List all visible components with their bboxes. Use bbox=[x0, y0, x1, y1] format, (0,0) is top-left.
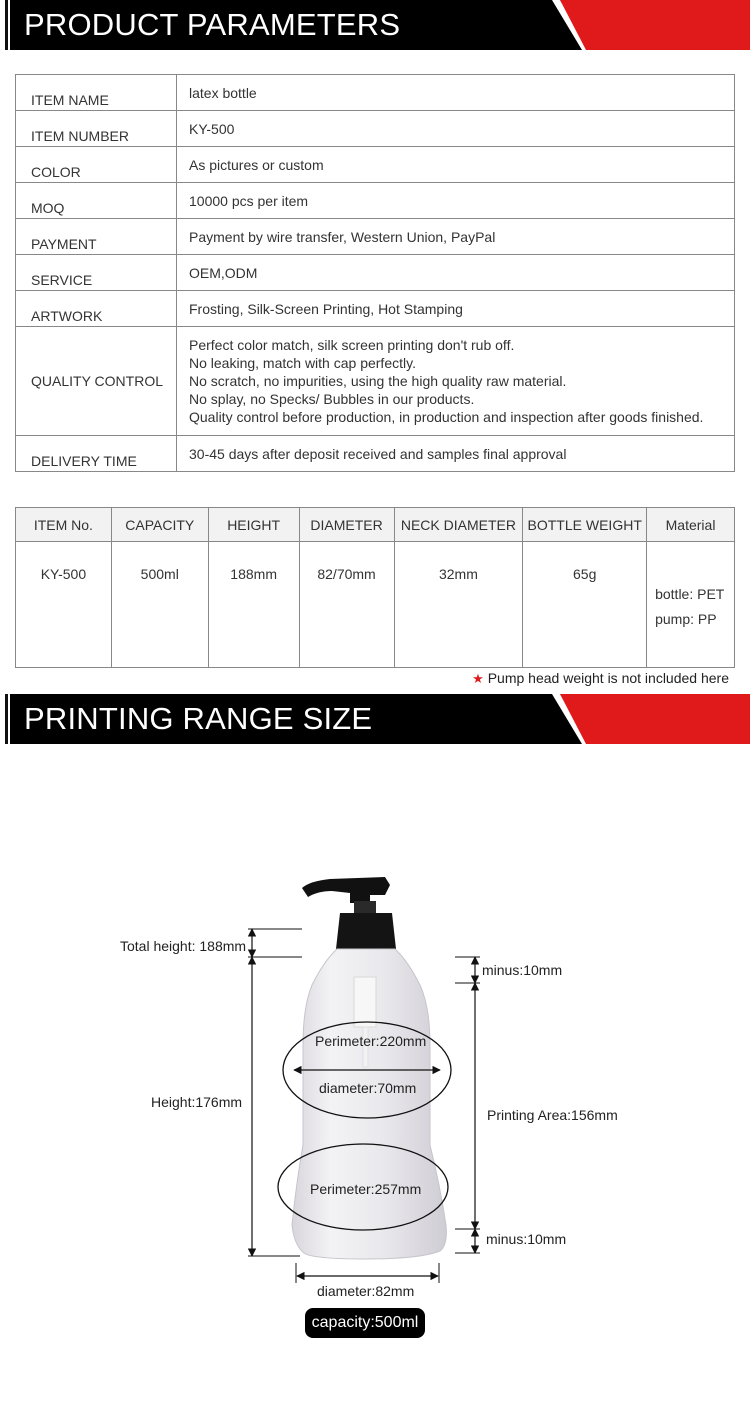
parameter-key: ITEM NAME bbox=[16, 75, 177, 111]
spec-header: ITEM No. bbox=[16, 508, 112, 542]
quality-line: No scratch, no impurities, using the high quality raw material. bbox=[189, 373, 567, 389]
spec-cell: KY-500 bbox=[16, 542, 112, 668]
quality-control-row bbox=[16, 327, 735, 436]
material-line: pump: PP bbox=[655, 611, 717, 627]
spec-cell: 65g bbox=[523, 542, 647, 668]
quality-line: No splay, no Specks/ Bubbles in our products. bbox=[189, 391, 475, 407]
parameter-key: SERVICE bbox=[16, 255, 177, 291]
perimeter-top-label: Perimeter:220mm bbox=[315, 1033, 427, 1049]
parameter-value: 30-45 days after deposit received and samples final approval bbox=[177, 436, 735, 472]
total-height-label: Total height: 188mm bbox=[120, 938, 247, 954]
pump-stem bbox=[354, 901, 376, 915]
height-label: Height:176mm bbox=[151, 1094, 243, 1110]
star-icon: ★ bbox=[472, 671, 484, 686]
parameter-key: COLOR bbox=[16, 147, 177, 183]
spec-header: HEIGHT bbox=[208, 508, 299, 542]
parameter-value: As pictures or custom bbox=[177, 147, 735, 183]
capacity-badge: capacity:500ml bbox=[305, 1308, 425, 1338]
section-title: PRODUCT PARAMETERS bbox=[24, 7, 401, 42]
parameter-value: KY-500 bbox=[177, 111, 735, 147]
parameter-value: Payment by wire transfer, Western Union, PayPal bbox=[177, 219, 735, 255]
spec-header: NECK DIAMETER bbox=[394, 508, 523, 542]
spec-cell: 82/70mm bbox=[299, 542, 394, 668]
material-line: bottle: PET bbox=[655, 586, 725, 602]
spec-header: BOTTLE WEIGHT bbox=[523, 508, 647, 542]
parameter-row bbox=[16, 147, 735, 183]
parameter-row bbox=[16, 75, 735, 111]
specification-table bbox=[15, 507, 735, 668]
product-parameters-banner bbox=[0, 0, 750, 50]
spec-cell: 32mm bbox=[394, 542, 523, 668]
note-text: Pump head weight is not included here bbox=[487, 670, 729, 686]
printing-area-label: Printing Area:156mm bbox=[487, 1107, 618, 1123]
parameter-value: latex bottle bbox=[177, 75, 735, 111]
parameters-table bbox=[15, 74, 735, 472]
spec-header: CAPACITY bbox=[111, 508, 208, 542]
weight-note bbox=[472, 670, 729, 687]
minus-top-label: minus:10mm bbox=[482, 962, 563, 978]
parameter-key: QUALITY CONTROL bbox=[16, 327, 177, 436]
parameter-key: PAYMENT bbox=[16, 219, 177, 255]
printing-range-diagram bbox=[0, 745, 750, 1416]
parameter-row bbox=[16, 291, 735, 327]
minus-bottom-label: minus:10mm bbox=[486, 1231, 567, 1247]
quality-line: No leaking, match with cap perfectly. bbox=[189, 355, 416, 371]
spec-header: Material bbox=[647, 508, 735, 542]
diameter-bottom-label: diameter:82mm bbox=[317, 1283, 415, 1299]
quality-line: Perfect color match, silk screen printing don't rub off. bbox=[189, 337, 515, 353]
parameter-row bbox=[16, 219, 735, 255]
section-title: PRINTING RANGE SIZE bbox=[24, 701, 373, 736]
parameter-key: MOQ bbox=[16, 183, 177, 219]
spec-header: DIAMETER bbox=[299, 508, 394, 542]
printing-range-banner bbox=[0, 694, 750, 744]
parameter-key: ITEM NUMBER bbox=[16, 111, 177, 147]
parameter-key: ARTWORK bbox=[16, 291, 177, 327]
quality-line: Quality control before production, in production and inspection after goods finished. bbox=[189, 409, 704, 425]
spec-cell: 500ml bbox=[111, 542, 208, 668]
spec-material-cell bbox=[647, 542, 735, 668]
parameter-key: DELIVERY TIME bbox=[16, 436, 177, 472]
bottle-cap bbox=[336, 913, 396, 951]
parameter-row bbox=[16, 255, 735, 291]
pump-head bbox=[302, 877, 390, 903]
parameter-row bbox=[16, 436, 735, 472]
dip-tube bbox=[354, 977, 376, 1027]
diameter-top-label: diameter:70mm bbox=[319, 1080, 417, 1096]
perimeter-bottom-label: Perimeter:257mm bbox=[310, 1181, 422, 1197]
parameter-value: Frosting, Silk-Screen Printing, Hot Stamping bbox=[177, 291, 735, 327]
parameter-value: 10000 pcs per item bbox=[177, 183, 735, 219]
parameter-row bbox=[16, 111, 735, 147]
parameter-value: OEM,ODM bbox=[177, 255, 735, 291]
spec-cell: 188mm bbox=[208, 542, 299, 668]
quality-control-value bbox=[177, 327, 735, 436]
parameter-row bbox=[16, 183, 735, 219]
